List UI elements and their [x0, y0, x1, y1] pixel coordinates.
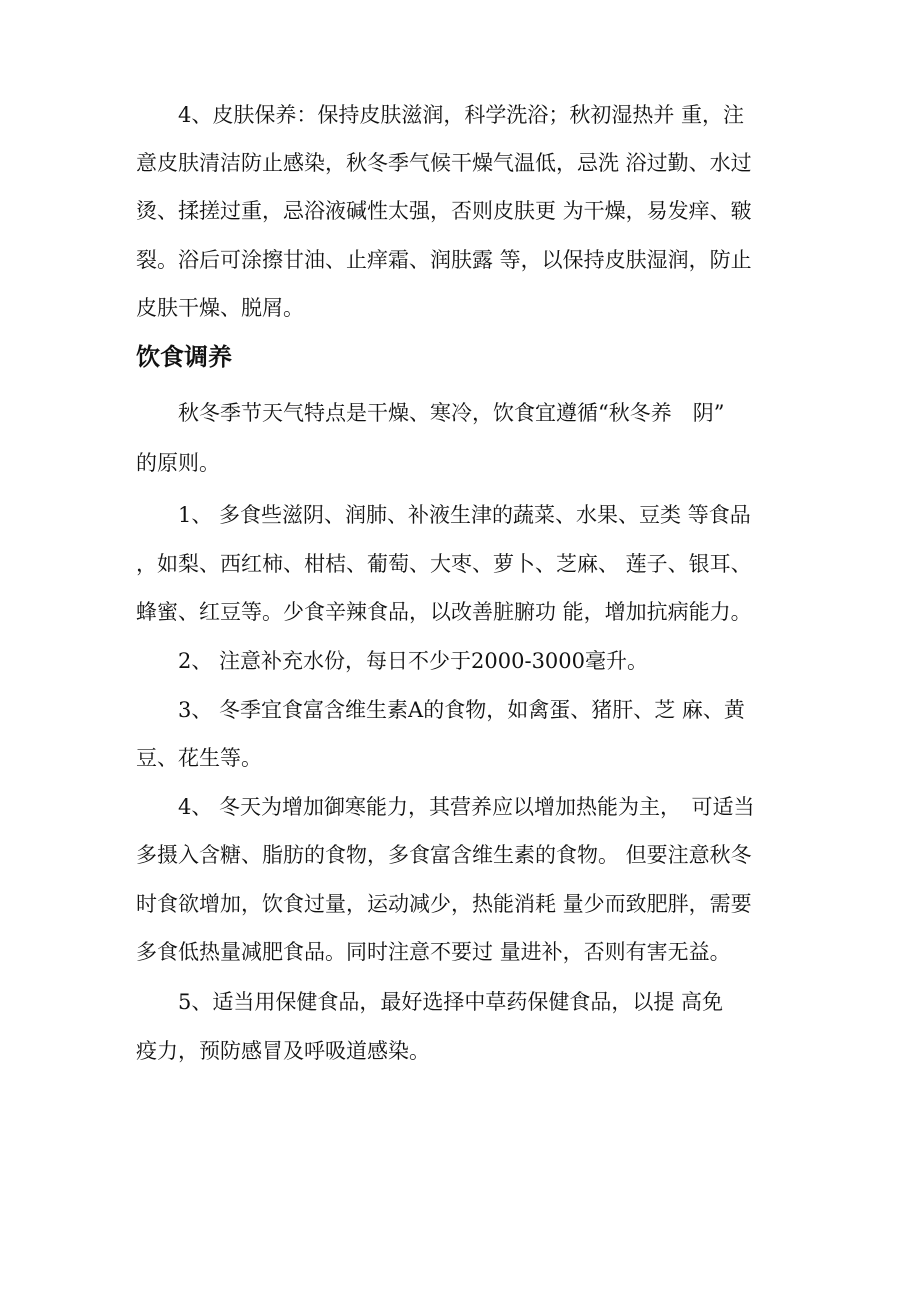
skin-care-line-1: 4、皮肤保养：保持皮肤滋润，科学洗浴；秋初湿热并 重，注 — [136, 103, 745, 127]
diet-item5-line-1: 5、适当用保健食品，最好选择中草药保健食品，以提 高免 — [136, 990, 724, 1014]
diet-item4-line-1: 4、 冬天为增加御寒能力，其营养应以增加热能为主， 可适当 — [136, 795, 755, 819]
skin-care-line-3: 烫、揉搓过重，忌浴液碱性太强，否则皮肤更 为干燥，易发痒、皲 — [136, 199, 752, 223]
diet-item1-line-1: 1、 多食些滋阴、润肺、补液生津的蔬菜、水果、豆类 等食品 — [136, 503, 751, 527]
diet-item3-line-2: 豆、花生等。 — [136, 746, 262, 770]
diet-item2-line-1: 2、 注意补充水份，每日不少于2000-3000毫升。 — [136, 649, 649, 673]
diet-item1-line-2: ，如梨、西红柿、柑桔、葡萄、大枣、萝卜、芝麻、 莲子、银耳、 — [136, 552, 752, 576]
skin-care-line-5: 皮肤干燥、脱屑。 — [136, 296, 304, 320]
diet-item1-line-3: 蜂蜜、红豆等。少食辛辣食品，以改善脏腑功 能，增加抗病能力。 — [136, 600, 752, 624]
diet-item4-line-3: 时食欲增加，饮食过量，运动减少，热能消耗 量少而致肥胖，需要 — [136, 892, 752, 916]
diet-item4-line-4: 多食低热量减肥食品。同时注意不要过 量进补，否则有害无益。 — [136, 940, 731, 964]
diet-heading: 饮食调养 — [136, 343, 232, 371]
diet-item5-line-2: 疫力，预防感冒及呼吸道感染。 — [136, 1039, 430, 1063]
diet-intro-line-2: 的原则。 — [136, 451, 220, 475]
diet-intro-line-1: 秋冬季节天气特点是干燥、寒冷，饮食宜遵循“秋冬养 阴” — [136, 401, 725, 425]
diet-item4-line-2: 多摄入含糖、脂肪的食物，多食富含维生素的食物。 但要注意秋冬 — [136, 843, 752, 867]
skin-care-line-4: 裂。浴后可涂擦甘油、止痒霜、润肤露 等，以保持皮肤湿润，防止 — [136, 248, 752, 272]
skin-care-line-2: 意皮肤清洁防止感染，秋冬季气候干燥气温低，忌洗 浴过勤、水过 — [136, 151, 752, 175]
diet-item3-line-1: 3、 冬季宜食富含维生素A的食物，如禽蛋、猪肝、芝 麻、黄 — [136, 698, 745, 722]
